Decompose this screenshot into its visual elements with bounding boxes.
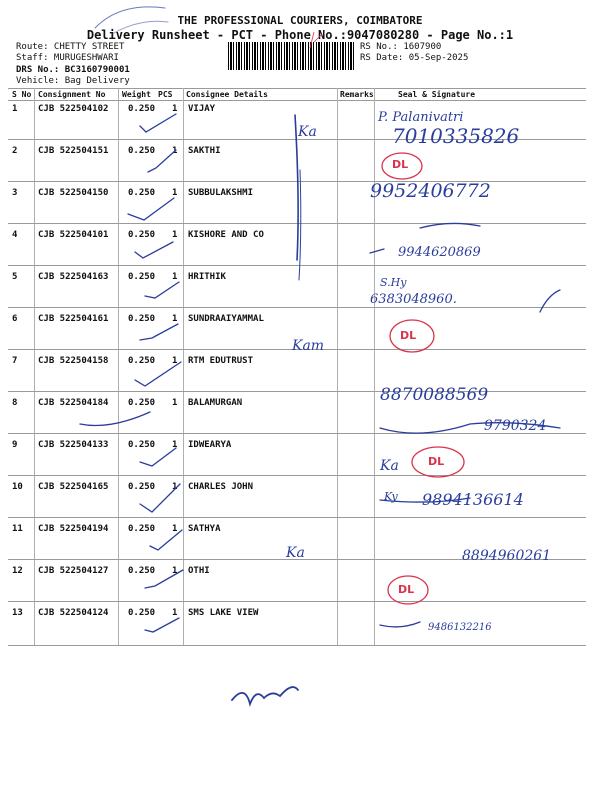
row-weight: 0.250 <box>128 314 156 324</box>
row-pcs: 1 <box>172 104 178 114</box>
row-weight: 0.250 <box>128 482 156 492</box>
row-consignee: SAKTHI <box>188 146 221 156</box>
row-pcs: 1 <box>172 398 178 408</box>
row-pcs: 1 <box>172 608 178 618</box>
row-sno: 5 <box>12 272 18 282</box>
rs-date: RS Date: 05-Sep-2025 <box>360 53 469 63</box>
row-pcs: 1 <box>172 356 178 366</box>
col-weight-header: Weight <box>122 90 151 99</box>
row-sno: 11 <box>12 524 23 534</box>
col-rule <box>118 88 119 646</box>
row-consignee: RTM EDUTRUST <box>188 356 254 366</box>
row-consignee: KISHORE AND CO <box>188 230 264 240</box>
row-rule <box>8 475 586 476</box>
drs-label: DRS No.: BC3160790001 <box>16 65 130 75</box>
col-rule <box>34 88 35 646</box>
row-weight: 0.250 <box>128 440 156 450</box>
route-label: Route: CHETTY STREET <box>16 42 125 52</box>
row-consignment: CJB 522504102 <box>38 104 109 114</box>
row-weight: 0.250 <box>128 230 156 240</box>
row-consignment: CJB 522504127 <box>38 566 109 576</box>
row-consignment: CJB 522504150 <box>38 188 109 198</box>
row-consignment: CJB 522504161 <box>38 314 109 324</box>
row-weight: 0.250 <box>128 608 156 618</box>
row-weight: 0.250 <box>128 524 156 534</box>
staff-label: Staff: MURUGESHWARI <box>16 53 119 63</box>
phone-handwriting: 8870088569 <box>380 385 489 405</box>
remark-handwriting: Ka <box>380 458 399 474</box>
row-consignment: CJB 522504194 <box>38 524 109 534</box>
stamp-dl: DL <box>400 329 417 342</box>
row-rule <box>8 517 586 518</box>
row-consignment: CJB 522504165 <box>38 482 109 492</box>
col-consignee-header: Consignee Details <box>186 90 268 99</box>
col-pcs-header: PCS <box>158 90 173 99</box>
remark-handwriting: Ka <box>298 124 317 140</box>
row-pcs: 1 <box>172 440 178 450</box>
row-consignee: SUBBULAKSHMI <box>188 188 254 198</box>
row-consignee: OTHI <box>188 566 210 576</box>
row-consignee: SATHYA <box>188 524 221 534</box>
row-pcs: 1 <box>172 272 178 282</box>
row-sno: 12 <box>12 566 23 576</box>
remark-handwriting: Ka <box>286 545 305 561</box>
row-consignment: CJB 522504133 <box>38 440 109 450</box>
row-sno: 3 <box>12 188 18 198</box>
col-consignment-header: Consignment No <box>38 90 106 99</box>
row-sno: 13 <box>12 608 23 618</box>
col-signature-header: Seal & Signature <box>398 90 476 99</box>
col-remarks-header: Remarks <box>340 90 374 99</box>
row-sno: 9 <box>12 440 18 450</box>
row-weight: 0.250 <box>128 398 156 408</box>
company-title: THE PROFESSIONAL COURIERS, COIMBATORE <box>177 14 423 27</box>
row-consignment: CJB 522504151 <box>38 146 109 156</box>
phone-handwriting: 6383048960. <box>370 292 457 307</box>
row-rule <box>8 601 586 602</box>
row-rule <box>8 223 586 224</box>
row-weight: 0.250 <box>128 146 156 156</box>
header-bottom-rule <box>8 100 586 101</box>
row-weight: 0.250 <box>128 104 156 114</box>
table-bottom-rule <box>8 645 586 646</box>
row-pcs: 1 <box>172 524 178 534</box>
phone-handwriting: 9894136614 <box>422 490 524 509</box>
row-rule <box>8 181 586 182</box>
vehicle-label: Vehicle: Bag Delivery <box>16 76 130 86</box>
row-consignee: IDWEARYA <box>188 440 232 450</box>
row-pcs: 1 <box>172 566 178 576</box>
row-consignment: CJB 522504158 <box>38 356 109 366</box>
row-pcs: 1 <box>172 230 178 240</box>
row-weight: 0.250 <box>128 272 156 282</box>
row-consignee: VIJAY <box>188 104 216 114</box>
table-top-rule <box>8 88 586 89</box>
row-consignee: SMS LAKE VIEW <box>188 608 259 618</box>
row-consignment: CJB 522504101 <box>38 230 109 240</box>
row-weight: 0.250 <box>128 188 156 198</box>
row-rule <box>8 265 586 266</box>
col-rule <box>183 88 184 646</box>
row-sno: 1 <box>12 104 18 114</box>
phone-handwriting: 7010335826 <box>392 124 520 148</box>
signature-handwriting: P. Palanivatri <box>378 110 464 125</box>
phone-handwriting: 9952406772 <box>370 180 491 202</box>
remark-handwriting: Kam <box>292 338 325 354</box>
row-sno: 7 <box>12 356 18 366</box>
signature-handwriting: S.Hy <box>380 276 407 289</box>
row-sno: 10 <box>12 482 23 492</box>
row-pcs: 1 <box>172 188 178 198</box>
row-pcs: 1 <box>172 146 178 156</box>
row-pcs: 1 <box>172 314 178 324</box>
row-consignee: BALAMURGAN <box>188 398 243 408</box>
runsheet-subtitle: Delivery Runsheet - PCT - Phone No.:9047080280 - Page No.:1 <box>86 28 514 42</box>
row-rule <box>8 391 586 392</box>
barcode-image <box>228 42 356 70</box>
row-consignee: HRITHIK <box>188 272 226 282</box>
row-rule <box>8 307 586 308</box>
row-weight: 0.250 <box>128 566 156 576</box>
phone-handwriting: 9944620869 <box>398 245 481 260</box>
row-consignment: CJB 522504184 <box>38 398 109 408</box>
col-rule <box>374 88 375 646</box>
row-sno: 2 <box>12 146 18 156</box>
phone-handwriting: 9486132216 <box>428 622 492 633</box>
row-sno: 6 <box>12 314 18 324</box>
stamp-dl: DL <box>398 583 415 596</box>
stamp-dl: DL <box>392 158 409 171</box>
stamp-dl: DL <box>428 455 445 468</box>
row-consignment: CJB 522504124 <box>38 608 109 618</box>
col-rule <box>337 88 338 646</box>
check-icon <box>140 114 176 132</box>
row-consignee: SUNDRAAIYAMMAL <box>188 314 264 324</box>
row-consignment: CJB 522504163 <box>38 272 109 282</box>
phone-handwriting: 9790324 <box>484 418 547 434</box>
col-sno-header: S No <box>12 90 32 99</box>
phone-handwriting: 8894960261 <box>462 548 552 564</box>
row-pcs: 1 <box>172 482 178 492</box>
row-weight: 0.250 <box>128 356 156 366</box>
row-sno: 8 <box>12 398 18 408</box>
row-consignee: CHARLES JOHN <box>188 482 254 492</box>
row-sno: 4 <box>12 230 18 240</box>
rs-number: RS No.: 1607900 <box>360 42 442 52</box>
signature-handwriting: Ky <box>384 490 398 503</box>
